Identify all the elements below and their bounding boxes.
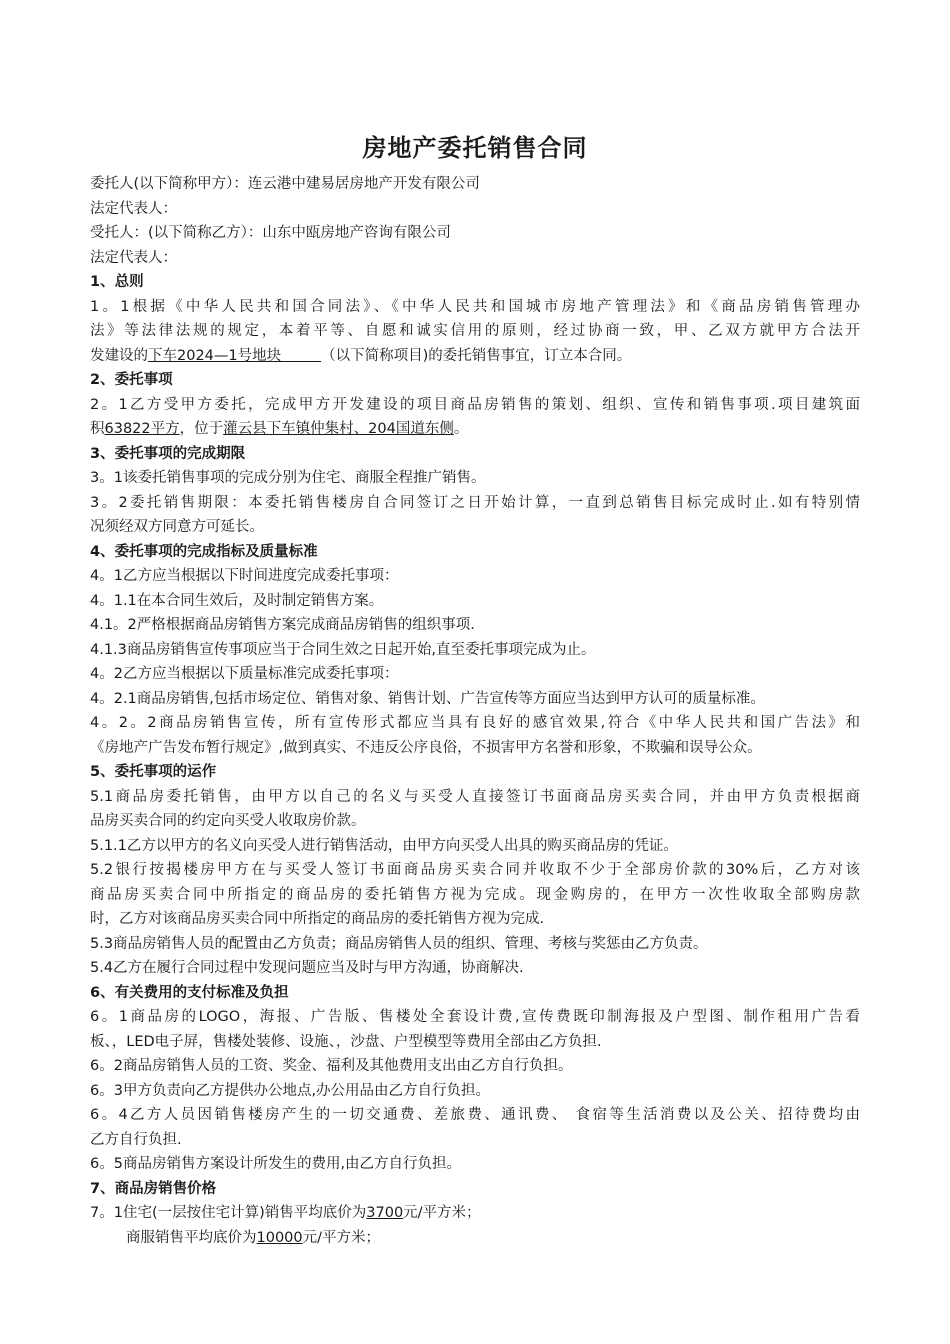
clause-5-1-line-2: 品房买卖合同的约定向买受人收取房价款。 [90, 813, 366, 829]
section-4-heading: 4、委托事项的完成指标及质量标准 [90, 543, 318, 560]
section-1-heading: 1、总则 [90, 274, 144, 290]
clause-5-1-1: 5.1.1乙方以甲方的名义向买受人进行销售活动，由甲方向买受人出具的购买商品房的凭证。 [90, 837, 678, 854]
party-b-line: 受托人：(以下简称乙方）：山东中瓯房地产咨询有限公司 [90, 225, 451, 241]
document-body [90, 172, 860, 1250]
clause-7-1-commercial-price [90, 1226, 860, 1251]
residential-price-unit: 元/平方米； [403, 1205, 481, 1221]
clause-4-2-2-line-2: 《房地产广告发布暂行规定》,做到真实、不违反公序良俗，不损害甲方名誉和形象，不欺骗和误导公众。 [90, 739, 762, 756]
clause-1-1-line-3 [90, 344, 860, 369]
clause-5-2-line-2: 商品房买卖合同中所指定的商品房的委托销售方视为完成。现金购房的，在甲方一次性收取全部购房款 [90, 886, 860, 903]
clause-6-1-line-1: 6。1商品房的LOGO，海报、广告版、售楼处全套设计费,宣传费既印制海报及户型图、制作租用广告看 [90, 1009, 860, 1025]
clause-6-5: 6。5商品房销售方案设计所发生的费用,由乙方自行负担。 [90, 1156, 462, 1172]
party-a-representative: 法定代表人： [90, 200, 177, 217]
clause-2-1-prefix: 积 [90, 421, 105, 437]
blank-underline [281, 346, 321, 362]
clause-4-2-2-line-1: 4。2。2商品房销售宣传，所有宣传形式都应当具有良好的感官效果,符合《中华人民共和国广告法》和 [90, 715, 860, 731]
section-6-heading: 6、有关费用的支付标准及负担 [90, 984, 289, 1001]
clause-6-2: 6。2商品房销售人员的工资、奖金、福利及其他费用支出由乙方自行负担。 [90, 1058, 573, 1074]
clause-5-4: 5.4乙方在履行合同过程中发现问题应当及时与甲方沟通，协商解决. [90, 960, 524, 976]
clause-2-1-line-1: 2。1乙方受甲方委托，完成甲方开发建设的项目商品房销售的策划、组织、宣传和销售事项.项目建筑面 [90, 396, 860, 413]
clause-4-1-2: 4.1。2严格根据商品房销售方案完成商品房销售的组织事项. [90, 617, 475, 633]
residential-price-value: 3700 [366, 1205, 404, 1221]
clause-3-2-line-2: 况须经双方同意方可延长。 [90, 519, 264, 535]
clause-5-2-line-1: 5.2银行按揭楼房甲方在与买受人签订书面商品房买卖合同并收取不少于全部房价款的30%后，乙方对该 [90, 862, 860, 878]
section-7-heading: 7、商品房销售价格 [90, 1180, 217, 1197]
clause-7-1-residential-price [90, 1201, 860, 1226]
project-location: 灌云县下车镇仲集村、204国道东侧 [223, 421, 454, 437]
clause-1-1-line-2: 法》等法律法规的规定，本着平等、自愿和诚实信用的原则，经过协商一致，甲、乙双方就甲方合法开 [90, 323, 860, 339]
section-5-heading: 5、委托事项的运作 [90, 764, 217, 780]
clause-1-1-line-1: 1。1根据《中华人民共和国合同法》、《中华人民共和国城市房地产管理法》和《商品房销售管理办 [90, 298, 860, 315]
clause-5-1-line-1: 5.1商品房委托销售，由甲方以自己的名义与买受人直接签订书面商品房买卖合同，并由甲方负责根据商 [90, 788, 860, 805]
clause-1-1-prefix: 发建设的 [90, 347, 148, 364]
section-3-heading: 3、委托事项的完成期限 [90, 445, 246, 462]
commercial-price-unit: 元/平方米； [302, 1229, 381, 1246]
clause-5-3: 5.3商品房销售人员的配置由乙方负责；商品房销售人员的组织、管理、考核与奖惩由乙方负责。 [90, 935, 708, 952]
clause-3-2-line-1: 3。2委托销售期限：本委托销售楼房自合同签订之日开始计算，一直到总销售目标完成时止.如有特别情 [90, 494, 860, 511]
clause-6-4-line-2: 乙方自行负担. [90, 1131, 182, 1148]
residential-price-prefix: 7。1住宅(一层按住宅计算)销售平均底价为 [90, 1205, 367, 1221]
clause-4-1-1: 4。1.1在本合同生效后，及时制定销售方案。 [90, 592, 384, 609]
party-a-line: 委托人(以下简称甲方）：连云港中建易居房地产开发有限公司 [90, 176, 480, 192]
section-2-heading: 2、委托事项 [90, 372, 173, 388]
clause-6-1-line-2: 板、，LED电子屏，售楼处装修、设施、，沙盘、户型模型等费用全部由乙方负担. [90, 1033, 602, 1050]
document-title: 房地产委托销售合同 [362, 134, 588, 162]
project-land-parcel: 下车2024—1号地块 [148, 347, 282, 364]
clause-4-1: 4。1乙方应当根据以下时间进度完成委托事项： [90, 568, 399, 584]
clause-6-4-line-1: 6。4乙方人员因销售楼房产生的一切交通费、差旅费、通讯费、 食宿等生活消费以及公关、招待费均由 [90, 1107, 860, 1123]
clause-2-1-suffix: 。 [453, 421, 469, 437]
clause-3-1: 3。1该委托销售事项的完成分别为住宅、商服全程推广销售。 [90, 470, 486, 486]
clause-1-1-suffix: （以下简称项目)的委托销售事宜，订立本合同。 [321, 347, 632, 364]
commercial-price-value: 10000 [256, 1229, 303, 1246]
clause-2-1-line-2 [90, 417, 860, 442]
party-b-representative: 法定代表人： [90, 249, 177, 266]
clause-4-2-1: 4。2.1商品房销售,包括市场定位、销售对象、销售计划、广告宣传等方面应当达到甲方认可的质量标准。 [90, 690, 765, 707]
clause-4-2: 4。2乙方应当根据以下质量标准完成委托事项： [90, 666, 399, 682]
building-area: 63822平方 [104, 421, 180, 437]
commercial-price-prefix: 商服销售平均底价为 [126, 1229, 257, 1246]
clause-4-1-3: 4.1.3商品房销售宣传事项应当于合同生效之日起开始,直至委托事项完成为止。 [90, 641, 596, 658]
clause-6-3: 6。3甲方负责向乙方提供办公地点,办公用品由乙方自行负担。 [90, 1082, 491, 1099]
clause-2-1-middle: ，位于 [179, 421, 224, 437]
clause-5-2-line-3: 时，乙方对该商品房买卖合同中所指定的商品房的委托销售方视为完成. [90, 911, 545, 927]
